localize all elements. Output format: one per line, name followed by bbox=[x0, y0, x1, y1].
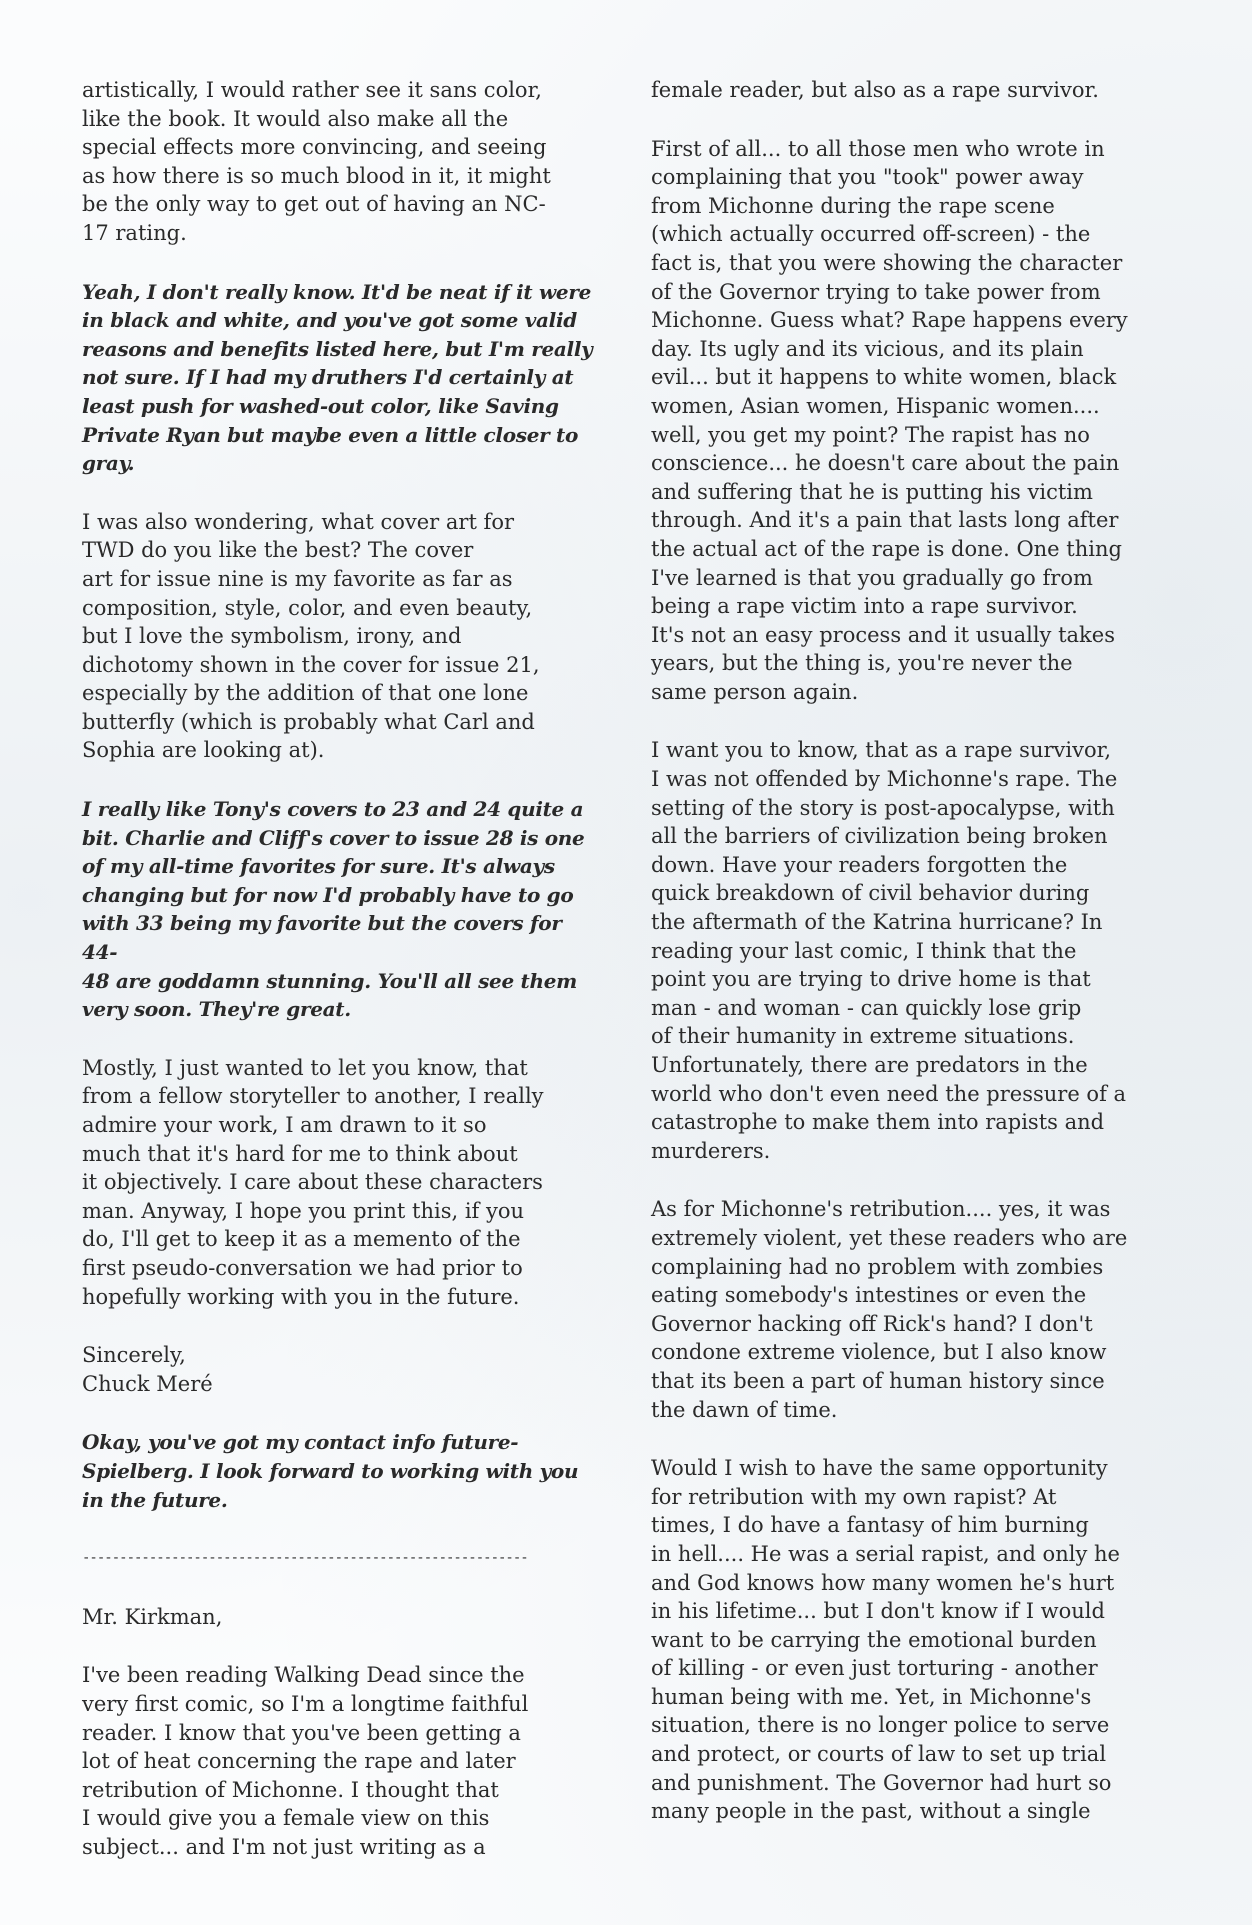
left-column bbox=[82, 76, 594, 1891]
editor-reply: Okay, you've got my contact info future- Spielberg. I look forward to working with you in the future. bbox=[82, 1430, 579, 1512]
letter-paragraph: As for Michonne's retribution.... yes, it was extremely violent, yet these readers who are complaining had no problem with zombies eating somebody's intestines or even the Governor hacking off Rick's hand? I don't condone extreme violence, but I also know that its been a part of human history since the dawn of time. bbox=[651, 1197, 1128, 1422]
letter-signoff: Sincerely, Chuck Meré bbox=[82, 1343, 213, 1396]
letter-paragraph: I was also wondering, what cover art for TWD do you like the best? The cover art for issue nine is my favorite as far as composition, style, color, and even beauty, but I love the symbolism, irony, and dichotomy shown in the cover for issue 21, especially by the addition of that one lone butterfly (which is probably what Carl and Sophia are looking at). bbox=[82, 509, 540, 763]
letter-paragraph: First of all... to all those men who wrote in complaining that you "took" power away from Michonne during the rape scene (which actually occurred off-screen) - the fact is, that you were showing the character of the Governor trying to take power from Michonne. Guess what? Rape happens every day. Its ugly and its vicious, and its plain evil... but it happens to white women, black women, Asian women, Hispanic women.... well, you get my point? The rapist has no conscience... he doesn't care about the pain and suffering that he is putting his victim through. And it's a pain that lasts long after the actual act of the rape is done. One thing I've learned is that you gradually go from being a rape victim into a rape survivor. It's not an easy process and it usually takes years, but the thing is, you're never the same person again. bbox=[651, 136, 1128, 704]
letter-paragraph: artistically, I would rather see it sans color, like the book. It would also make all the special effects more convincing, and seeing as how there is so much blood in it, it might be the only way to get out of having an NC- 17 rating. bbox=[82, 78, 551, 245]
letter-divider: ------------------------------------------------------------ bbox=[82, 1550, 528, 1567]
letter-paragraph: female reader, but also as a rape survivor. bbox=[651, 78, 1099, 102]
editor-reply: Yeah, I don't really know. It'd be neat if it were in black and white, and you've got some valid reasons and benefits listed here, but I'm really not sure. If I had my druthers I'd certainly at least push for washed-out color, like Saving Private Ryan but maybe even a little closer to gray. bbox=[82, 279, 593, 476]
letter-paragraph: Would I wish to have the same opportunity for retribution with my own rapist? At times, I do have a fantasy of him burning in hell.... He was a serial rapist, and only he and God knows how many women he's hurt in his lifetime... but I don't know if I would want to be carrying the emotional burden of killing - or even just torturing - another human being with me. Yet, in Michonne's situation, there is no longer police to serve and protect, or courts of law to set up trial and punishment. The Governor had hurt so many people in the past, without a single bbox=[651, 1456, 1120, 1824]
right-column bbox=[651, 76, 1181, 1856]
letter-paragraph: I've been reading Walking Dead since the very first comic, so I'm a longtime faithful reader. I know that you've been getting a lot of heat concerning the rape and later retribution of Michonne. I thought that I would give you a female view on this subject... and I'm not just writing as a bbox=[82, 1663, 529, 1859]
editor-reply: I really like Tony's covers to 23 and 24 quite a bit. Charlie and Cliff's cover to issue 28 is one of my all-time favorites for sure. It's always changing but for now I'd probably have to go with 33 being my favorite but the covers for 44- 48 are goddamn stunning. You'll all see them very soon. They're great. bbox=[82, 797, 585, 1022]
letter-salutation: Mr. Kirkman, bbox=[82, 1604, 223, 1629]
letter-paragraph: I want you to know, that as a rape survivor, I was not offended by Michonne's rape. The setting of the story is post-apocalypse, with all the barriers of civilization being broken down. Have your readers forgotten the quick breakdown of civil behavior during the aftermath of the Katrina hurricane? In reading your last comic, I think that the point you are trying to drive home is that man - and woman - can quickly lose grip of their humanity in extreme situations. Unfortunately, there are predators in the world who don't even need the pressure of a catastrophe to make them into rapists and murderers. bbox=[651, 738, 1127, 1163]
letter-paragraph: Mostly, I just wanted to let you know, that from a fellow storyteller to another, I really admire your work, I am drawn to it so much that it's hard for me to think about it objectively. I care about these characters man. Anyway, I hope you print this, if you do, I'll get to keep it as a memento of the first pseudo-conversation we had prior to hopefully working with you in the future. bbox=[82, 1055, 544, 1309]
